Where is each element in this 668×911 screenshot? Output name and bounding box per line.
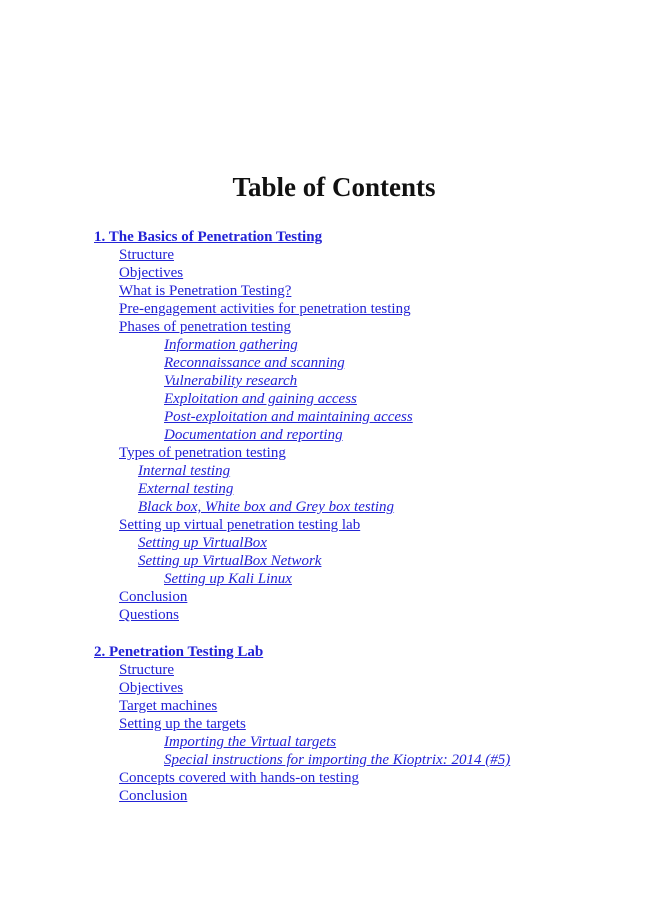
toc-ch1-vuln-research-link[interactable]: Vulnerability research	[164, 373, 298, 389]
toc-ch1-kali-link[interactable]: Setting up Kali Linux	[164, 571, 292, 587]
toc-ch1-objectives-link[interactable]: Objectives	[119, 265, 184, 281]
toc-ch1-virtualbox-link[interactable]: Setting up VirtualBox	[138, 535, 267, 551]
toc-ch1-conclusion-link[interactable]: Conclusion	[119, 589, 188, 605]
toc-ch2-objectives-link[interactable]: Objectives	[119, 680, 184, 696]
toc-chapter-2-link[interactable]: 2. Penetration Testing Lab	[94, 644, 264, 660]
toc-ch2-target-machines-link[interactable]: Target machines	[119, 698, 218, 714]
toc-ch1-exploitation-link[interactable]: Exploitation and gaining access	[164, 391, 357, 407]
toc-ch1-structure-link[interactable]: Structure	[119, 247, 174, 263]
toc-ch1-box-testing-link[interactable]: Black box, White box and Grey box testing	[138, 499, 395, 515]
toc-ch2-conclusion-link[interactable]: Conclusion	[119, 788, 188, 804]
toc-chapter-1-link[interactable]: 1. The Basics of Penetration Testing	[94, 229, 323, 245]
toc-ch2-concepts-link[interactable]: Concepts covered with hands-on testing	[119, 770, 359, 786]
toc-ch1-virtualbox-network-link[interactable]: Setting up VirtualBox Network	[138, 553, 322, 569]
toc-ch1-internal-link[interactable]: Internal testing	[138, 463, 231, 479]
toc-ch1-virtual-lab-link[interactable]: Setting up virtual penetration testing lab	[119, 517, 361, 533]
toc-ch1-pre-engagement-link[interactable]: Pre-engagement activities for penetration testing	[119, 301, 411, 317]
page-title: Table of Contents	[232, 172, 436, 202]
toc-ch2-kioptrix-link[interactable]: Special instructions for importing the Kioptrix: 2014 (#5)	[164, 752, 511, 768]
toc-ch1-recon-scanning-link[interactable]: Reconnaissance and scanning	[164, 355, 345, 371]
toc-ch1-external-link[interactable]: External testing	[138, 481, 234, 497]
toc-ch2-structure-link[interactable]: Structure	[119, 662, 174, 678]
toc-ch1-information-gathering-link[interactable]: Information gathering	[164, 337, 298, 353]
toc-ch2-importing-virtual-link[interactable]: Importing the Virtual targets	[164, 734, 337, 750]
toc-ch1-post-exploitation-link[interactable]: Post-exploitation and maintaining access	[164, 409, 413, 425]
toc-ch2-setting-up-targets-link[interactable]: Setting up the targets	[119, 716, 246, 732]
toc-ch1-what-is-link[interactable]: What is Penetration Testing?	[119, 283, 292, 299]
toc-ch1-questions-link[interactable]: Questions	[119, 607, 179, 623]
toc-ch1-phases-link[interactable]: Phases of penetration testing	[119, 319, 292, 335]
toc-ch1-types-link[interactable]: Types of penetration testing	[119, 445, 286, 461]
toc-ch1-documentation-link[interactable]: Documentation and reporting	[164, 427, 343, 443]
